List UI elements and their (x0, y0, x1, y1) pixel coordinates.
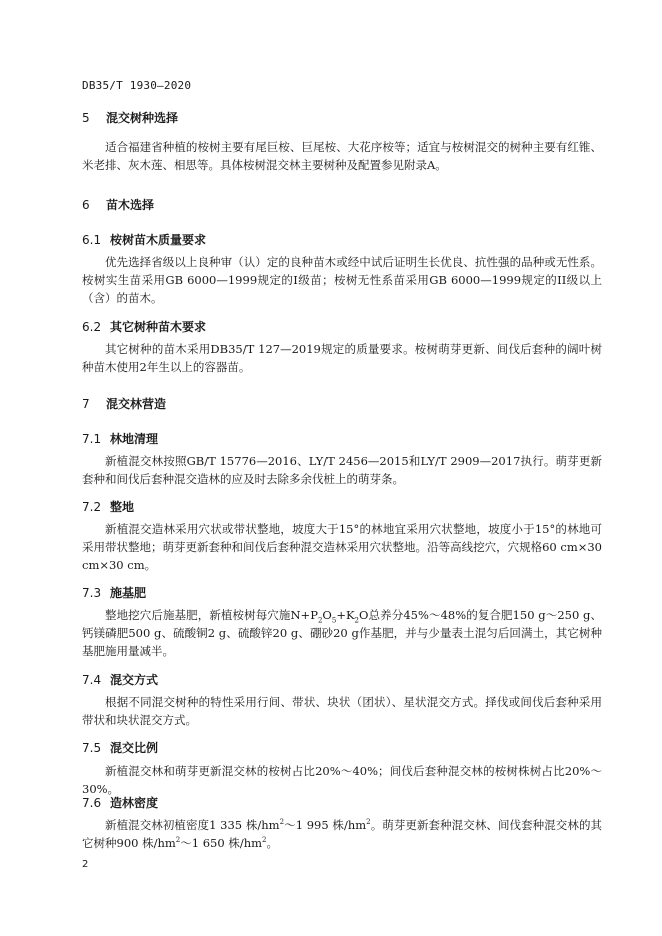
subsection-title: 整地 (110, 500, 135, 514)
section-7-5-heading (82, 739, 158, 756)
section-7-3-paragraph (82, 606, 602, 660)
section-5-paragraph: 适合福建省种植的桉树主要有尾巨桉、巨尾桉、大花序桉等；适宜与桉树混交的树种主要有红锥、米老排、灰木莲、相思等。具体桉树混交林主要树种及配置参见附录A。 (82, 140, 602, 172)
section-title: 苗木选择 (106, 198, 155, 212)
subsection-title: 桉树苗木质量要求 (110, 233, 207, 247)
section-7-2-paragraph: 新植混交造林采用穴状或带状整地，坡度大于15°的林地宜采用穴状整地，坡度小于15°的林地可采用带状整地；萌芽更新套种和间伐后套种混交造林采用穴状整地。沿等高线挖穴，穴规格60 cm×30 cm×30 cm。 (82, 522, 602, 572)
subscript: 5 (331, 616, 337, 625)
subsection-title: 施基肥 (110, 586, 147, 600)
text-run: O总养分45%～48%的复合肥150 g～250 g、钙镁磷肥500 g、硫酸铜2 g、硫酸锌20 g、硼砂20 g作基肥，并与少量表土混匀后回满土，其它树种基肥施用量减半。 (82, 608, 602, 658)
section-7-5-paragraph: 新植混交林和萌芽更新混交林的桉树占比20%～40%；间伐后套种混交林的桉树株树占比20%～30%。 (82, 764, 602, 796)
section-7-4-paragraph: 根据不同混交树种的特性采用行间、带状、块状（团状）、星状混交方式。择伐或间伐后套种采用带状和块状混交方式。 (82, 695, 602, 727)
section-7-heading (82, 395, 166, 412)
text-run: O (322, 608, 332, 622)
subsection-number: 7.4 (82, 673, 102, 687)
section-number: 5 (82, 111, 90, 125)
superscript: 2 (175, 836, 181, 845)
section-7-2-heading (82, 498, 134, 515)
subscript: 2 (317, 616, 323, 625)
section-6-heading (82, 196, 154, 213)
section-number: 6 (82, 198, 90, 212)
section-7-3-heading (82, 584, 146, 601)
text-run: ～1 995 株/hm (284, 818, 367, 832)
section-7-1-paragraph: 新植混交林按照GB/T 15776—2016、LY/T 2456—2015和LY/T 2909—2017执行。萌芽更新套种和间伐后套种混交造林的应及时去除多余伐桩上的萌芽条。 (82, 454, 602, 486)
section-7-6-heading (82, 794, 158, 811)
text-run: 新植混交林初植密度1 335 株/hm (105, 818, 280, 832)
subsection-title: 林地清理 (110, 432, 159, 446)
section-7-4-heading (82, 671, 158, 688)
subsection-number: 7.1 (82, 432, 102, 446)
subsection-number: 7.6 (82, 796, 102, 810)
superscript: 2 (279, 818, 285, 827)
section-number: 7 (82, 397, 90, 411)
subsection-title: 混交比例 (110, 741, 159, 755)
text-run: 。萌芽更新套种混交林、间伐套种混交林的其它树种900 株/hm (82, 818, 603, 850)
section-5-heading (82, 109, 178, 126)
subsection-title: 造林密度 (110, 796, 159, 810)
subsection-number: 7.3 (82, 586, 102, 600)
section-title: 混交树种选择 (106, 111, 179, 125)
section-title: 混交林营造 (106, 397, 167, 411)
section-6-1-paragraph: 优先选择省级以上良种审（认）定的良种苗木或经中试后证明生长优良、抗性强的品种或无性系。桉树实生苗采用GB 6000—1999规定的I级苗；桉树无性系苗采用GB 6000—1999规定的II级以上（含）的苗木。 (82, 255, 602, 305)
section-7-6-paragraph (82, 816, 602, 852)
subsection-number: 7.2 (82, 500, 102, 514)
section-6-2-heading (82, 318, 206, 335)
subsection-number: 6.1 (82, 233, 102, 247)
subscript: 2 (354, 616, 360, 625)
subsection-number: 7.5 (82, 741, 102, 755)
standard-code: DB35/T 1930—2020 (82, 79, 192, 92)
subsection-number: 6.2 (82, 320, 102, 334)
text-run: 。 (266, 836, 278, 850)
superscript: 2 (366, 818, 371, 827)
section-7-1-heading (82, 430, 158, 447)
text-run: 整地挖穴后施基肥，新植桉树每穴施N+P (105, 608, 318, 622)
superscript: 2 (262, 836, 267, 845)
text-run: ～1 650 株/hm (180, 836, 263, 850)
subsection-title: 其它树种苗木要求 (110, 320, 207, 334)
page-number: 2 (82, 859, 89, 870)
text-run: +K (336, 608, 355, 622)
subsection-title: 混交方式 (110, 673, 159, 687)
section-6-2-paragraph: 其它树种的苗木采用DB35/T 127—2019规定的质量要求。桉树萌芽更新、间伐后套种的阔叶树种苗木使用2年生以上的容器苗。 (82, 342, 602, 374)
section-6-1-heading (82, 231, 206, 248)
